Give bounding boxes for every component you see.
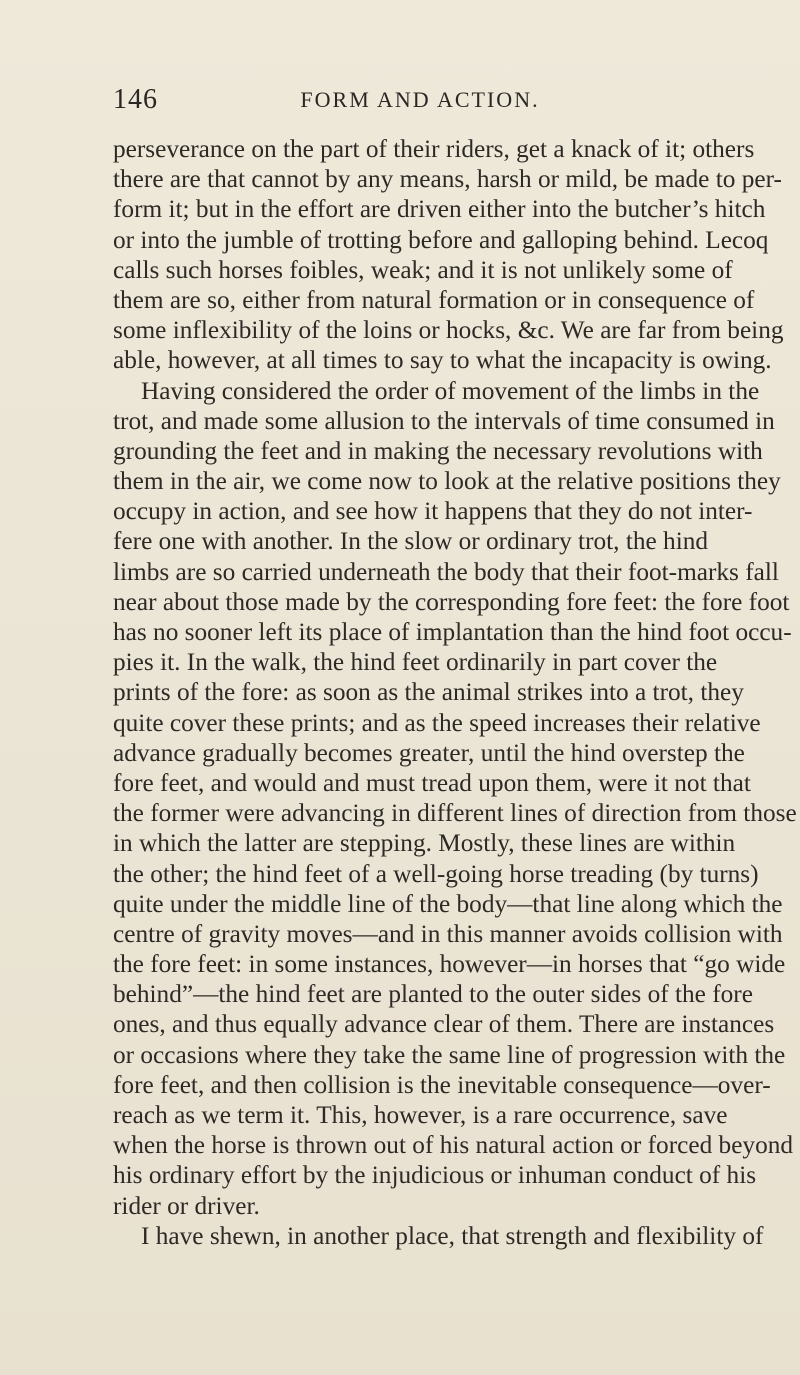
- text-line: has no sooner left its place of implantation than the hind foot occu-: [113, 618, 792, 646]
- text-line: the fore feet: in some instances, however—in horses that “go wide: [113, 950, 786, 979]
- text-line: there are that cannot by any means, harsh or mild, be made to per-: [113, 165, 782, 194]
- text-line: in which the latter are stepping. Mostly, these lines are within: [113, 829, 736, 858]
- text-line: limbs are so carried underneath the body that their foot-marks fall: [113, 557, 779, 586]
- text-line: quite cover these prints; and as the speed increases their relative: [113, 708, 761, 737]
- text-line: when the horse is thrown out of his natural action or forced beyond: [113, 1131, 794, 1160]
- text-line: centre of gravity moves—and in this manner avoids collision with: [113, 919, 783, 948]
- text-line: behind”—the hind feet are planted to the outer sides of the fore: [113, 980, 753, 1009]
- running-head: [113, 84, 687, 120]
- text-line: prints of the fore: as soon as the animal strikes into a trot, they: [113, 678, 744, 707]
- text-line: ones, and thus equally advance clear of them. There are instances: [113, 1010, 775, 1039]
- text-line: occupy in action, and see how it happens that they do not inter-: [113, 497, 753, 526]
- text-line: reach as we term it. This, however, is a rare occurrence, save: [113, 1101, 728, 1129]
- text-line: calls such horses foibles, weak; and it is not unlikely some of: [113, 255, 733, 284]
- paragraph: [113, 376, 797, 1221]
- page-number: 146: [113, 84, 158, 115]
- text-line: advance gradually becomes greater, until the hind overstep the: [113, 738, 745, 767]
- text-line: perseverance on the part of their riders, get a knack of it; others: [113, 135, 755, 163]
- text-line: fore feet, and then collision is the inevitable consequence—over-: [113, 1070, 771, 1099]
- paragraph: [113, 134, 784, 376]
- text-line: form it; but in the effort are driven either into the butcher’s hitch: [113, 195, 766, 224]
- text-line: able, however, at all times to say to what the incapacity is owing.: [113, 346, 772, 375]
- text-line: the other; the hind feet of a well-going horse treading (by turns): [113, 859, 759, 888]
- text-line: his ordinary effort by the injudicious or inhuman conduct of his: [113, 1161, 757, 1190]
- text-line: Having considered the order of movement of the limbs in the: [141, 376, 760, 405]
- text-line: grounding the feet and in making the necessary revolutions with: [113, 436, 763, 465]
- body-text: [113, 134, 797, 1251]
- text-line: or into the jumble of trotting before and galloping behind. Lecoq: [113, 225, 769, 254]
- text-line: fere one with another. In the slow or ordinary trot, the hind: [113, 527, 709, 556]
- running-title: FORM AND ACTION.: [300, 87, 540, 112]
- text-line: I have shewn, in another place, that strength and flexibility of: [141, 1221, 764, 1250]
- text-line: or occasions where they take the same line of progression with the: [113, 1040, 786, 1069]
- text-line: rider or driver.: [113, 1191, 260, 1220]
- paragraph: [113, 1221, 764, 1251]
- text-line: fore feet, and would and must tread upon them, were it not that: [113, 768, 751, 797]
- text-line: quite under the middle line of the body—that line along which the: [113, 889, 783, 918]
- text-line: near about those made by the corresponding fore feet: the fore foot: [113, 587, 790, 616]
- text-line: trot, and made some allusion to the intervals of time consumed in: [113, 406, 775, 435]
- text-line: them in the air, we come now to look at the relative positions they: [113, 467, 781, 496]
- text-line: pies it. In the walk, the hind feet ordinarily in part cover the: [113, 648, 718, 677]
- text-line: some inflexibility of the loins or hocks, &c. We are far from being: [113, 316, 784, 345]
- text-line: the former were advancing in different lines of direction from those: [113, 799, 797, 828]
- text-line: them are so, either from natural formation or in consequence of: [113, 285, 755, 314]
